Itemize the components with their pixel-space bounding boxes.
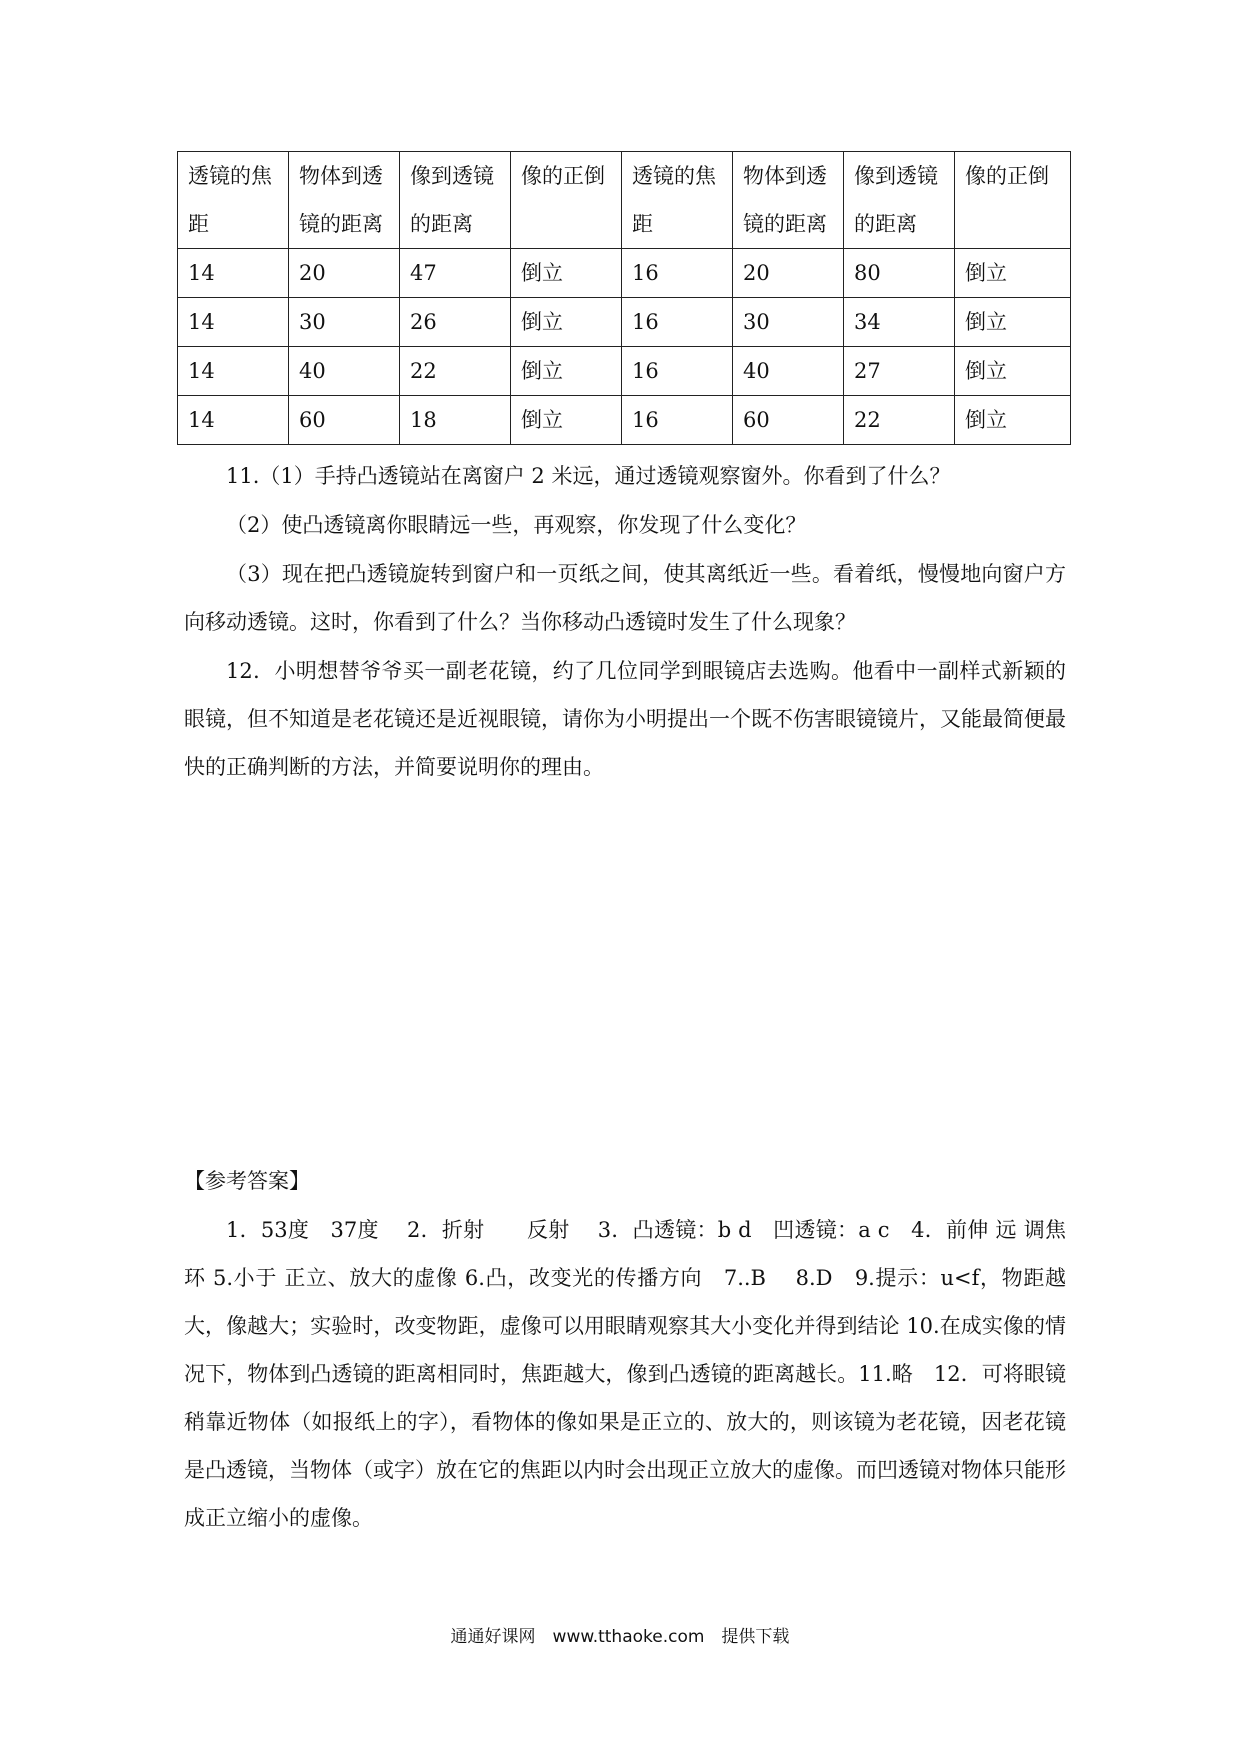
table-cell: 14: [178, 249, 289, 298]
table-cell: 27: [844, 347, 955, 396]
header-cell: 物体到透镜的距离: [733, 152, 844, 249]
header-cell: 像的正倒: [955, 152, 1071, 249]
table-cell: 倒立: [955, 298, 1071, 347]
table-cell: 60: [733, 396, 844, 445]
table-cell: 16: [622, 298, 733, 347]
header-cell: 物体到透镜的距离: [289, 152, 400, 249]
table-cell: 22: [844, 396, 955, 445]
table-cell: 16: [622, 347, 733, 396]
table-cell: 16: [622, 396, 733, 445]
header-cell: 透镜的焦距: [178, 152, 289, 249]
header-cell: 像到透镜的距离: [400, 152, 511, 249]
question-12: 12．小明想替爷爷买一副老花镜，约了几位同学到眼镜店去选购。他看中一副样式新颖的眼镜，但不知道是老花镜还是近视眼镜，请你为小明提出一个既不伤害眼镜镜片，又能最简便最快的正确判断的方法，并简要说明你的理由。: [184, 659, 1066, 779]
answers-body: 1．53度 37度 2．折射 反射 3．凸透镜：b d 凹透镜：a c 4．前伸 远 调焦环 5.小于 正立、放大的虚像 6.凸，改变光的传播方向 7..B 8.D 9.提示：u<f，物距越大，像越大；实验时，改变物距，虚像可以用眼睛观察其大小变化并得到结论 10.在成实像的情况下，物体到凸透镜的距离相同时，焦距越大，像到凸透镜的距离越长。11.略 12．可将眼镜稍靠近物体（如报纸上的字），看物体的像如果是正立的、放大的，则该镜为老花镜，因老花镜是凸透镜，当物体（或字）放在它的焦距以内时会出现正立放大的虚像。而凹透镜对物体只能形成正立缩小的虚像。: [184, 1218, 1066, 1530]
table-cell: 18: [400, 396, 511, 445]
question-11-part-1: 11.（1）手持凸透镜站在离窗户 2 米远，通过透镜观察窗外。你看到了什么？: [226, 464, 951, 488]
table-cell: 倒立: [511, 249, 622, 298]
table-cell: 80: [844, 249, 955, 298]
table-cell: 倒立: [955, 396, 1071, 445]
table-cell: 倒立: [955, 347, 1071, 396]
table-cell: 14: [178, 396, 289, 445]
header-cell: 透镜的焦距: [622, 152, 733, 249]
table-cell: 26: [400, 298, 511, 347]
footer-text: 通通好课网 www.tthaoke.com 提供下载: [450, 1627, 790, 1647]
table-cell: 40: [733, 347, 844, 396]
table-cell: 60: [289, 396, 400, 445]
table-cell: 倒立: [511, 298, 622, 347]
table-cell: 20: [289, 249, 400, 298]
answers-heading: 【参考答案】: [184, 1169, 310, 1193]
table-cell: 14: [178, 298, 289, 347]
header-cell: 像的正倒: [511, 152, 622, 249]
table-cell: 47: [400, 249, 511, 298]
table-cell: 40: [289, 347, 400, 396]
table-cell: 倒立: [511, 396, 622, 445]
table-cell: 14: [178, 347, 289, 396]
table-row: [178, 249, 1071, 298]
table-cell: 20: [733, 249, 844, 298]
question-11-part-3: （3）现在把凸透镜旋转到窗户和一页纸之间，使其离纸近一些。看着纸，慢慢地向窗户方向移动透镜。这时，你看到了什么？当你移动凸透镜时发生了什么现象？: [184, 562, 1066, 634]
header-cell: 像到透镜的距离: [844, 152, 955, 249]
table-row: [178, 347, 1071, 396]
table-header-row: [178, 152, 1071, 249]
table-row: [178, 396, 1071, 445]
table-cell: 30: [289, 298, 400, 347]
table-cell: 34: [844, 298, 955, 347]
table-cell: 30: [733, 298, 844, 347]
table-row: [178, 298, 1071, 347]
lens-data-table: [177, 151, 1071, 445]
question-11-part-2: （2）使凸透镜离你眼睛远一些，再观察，你发现了什么变化？: [226, 513, 807, 537]
table-cell: 倒立: [511, 347, 622, 396]
table-cell: 16: [622, 249, 733, 298]
table-cell: 22: [400, 347, 511, 396]
table-cell: 倒立: [955, 249, 1071, 298]
